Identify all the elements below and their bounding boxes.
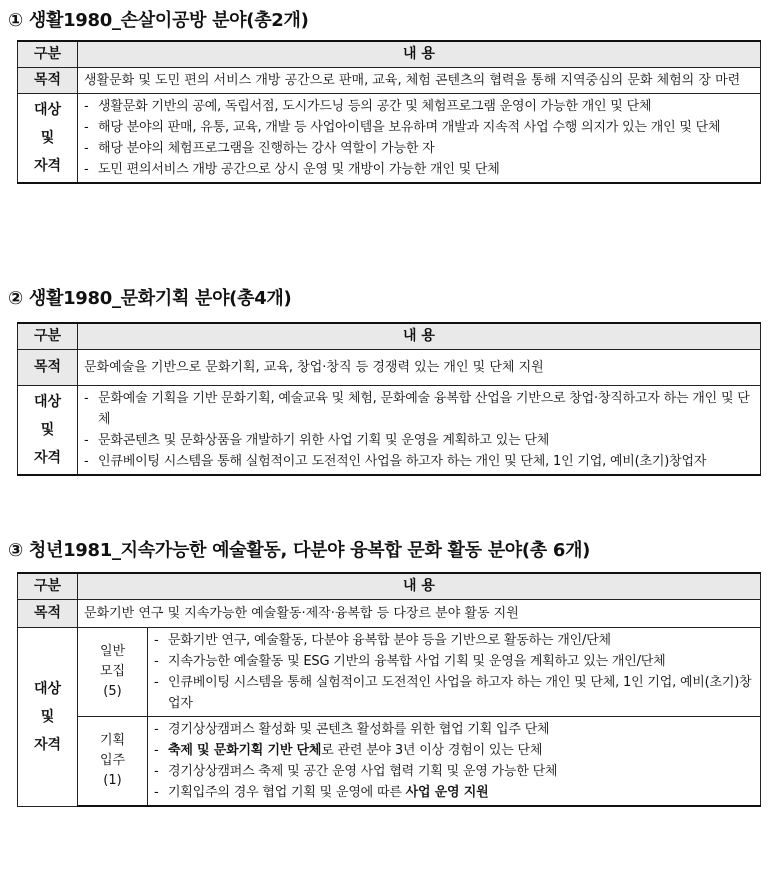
section2-header-row (18, 323, 761, 350)
list-item-text: 인큐베이팅 시스템을 통해 실험적이고 도전적인 사업을 하고자 하는 개인 및 단체, 1인 기업, 예비(초기)창업자 (98, 454, 707, 469)
list-item-text: 문화예술 기획을 기반 문화기획, 예술교육 및 체험, 문화예술 융복합 산업을 기반으로 창업·창직하고자 하는 개인 및 단체 (98, 391, 750, 427)
list-item (154, 651, 754, 672)
list-item-text: 지속가능한 예술활동 및 ESG 기반의 융복합 사업 기획 및 운영을 계획하고 있는 개인/단체 (168, 654, 666, 669)
list-item (84, 451, 754, 472)
section1-table (17, 40, 761, 184)
section1-header-row (18, 41, 761, 68)
section1-target-label (18, 94, 78, 184)
dash-marker: - (154, 785, 159, 800)
section2-target-row (18, 386, 761, 476)
label-line: 모집 (99, 664, 126, 679)
section2-purpose-label: 목적 (18, 350, 78, 386)
section3-purpose-label: 목적 (18, 600, 78, 628)
section2-purpose-text: 문화예술을 기반으로 문화기획, 교육, 창업·창직 등 경쟁력 있는 개인 및 단체 지원 (78, 350, 761, 386)
section2-header-category: 구분 (18, 323, 78, 350)
label-line: 자격 (33, 450, 62, 466)
section3-target-label (18, 628, 78, 807)
list-item (154, 630, 754, 651)
dash-marker: - (154, 743, 159, 758)
list-item-text: 경기상상캠퍼스 활성화 및 콘텐츠 활성화를 위한 협업 기획 입주 단체 (168, 722, 550, 737)
dash-marker: - (154, 722, 159, 737)
section3-planning-label (78, 717, 148, 807)
label-line: 및 (40, 708, 55, 725)
list-item-text: 도민 편의서비스 개방 공간으로 상시 운영 및 개방이 가능한 개인 및 단체 (98, 162, 500, 177)
section1-purpose-label: 목적 (18, 68, 78, 94)
section2-table (17, 322, 761, 476)
dash-marker: - (84, 141, 89, 156)
dash-marker: - (84, 454, 89, 469)
section3-general-list (148, 628, 761, 717)
list-item-text: 문화기반 연구, 예술활동, 다분야 융복합 분야 등을 기반으로 활동하는 개인/단체 (168, 633, 611, 648)
list-item (84, 96, 754, 117)
dash-marker: - (84, 433, 89, 448)
list-item (84, 117, 754, 138)
section2-title: ② 생활1980_문화기획 분야(총4개) (8, 288, 292, 309)
label-line: (1) (103, 773, 122, 788)
section3-planning-row (18, 717, 761, 807)
list-item-text: 로 관련 분야 3년 이상 경험이 있는 단체 (321, 743, 543, 758)
list-item-bold-text: 사업 운영 지원 (405, 785, 489, 800)
list-item (84, 138, 754, 159)
list-item (154, 761, 754, 782)
dash-marker: - (84, 391, 89, 406)
section3-table (17, 572, 761, 807)
list-item-text: 생활문화 기반의 공예, 독립서점, 도시가드닝 등의 공간 및 체험프로그램 운영이 가능한 개인 및 단체 (98, 99, 652, 114)
section3-general-row (18, 628, 761, 717)
section1-header-content: 내 용 (78, 41, 761, 68)
label-line: 일반 (99, 644, 126, 659)
label-line: (5) (103, 684, 122, 699)
list-item-text: 해당 분야의 판매, 유통, 교육, 개발 등 사업아이템을 보유하며 개발과 지속적 사업 수행 의지가 있는 개인 및 단체 (98, 120, 721, 135)
dash-marker: - (84, 99, 89, 114)
section1-target-row (18, 94, 761, 184)
label-line: 대상 (33, 394, 62, 410)
list-item (154, 740, 754, 761)
section3-header-row (18, 573, 761, 600)
label-line: 대상 (33, 102, 62, 118)
list-item-text: 인큐베이팅 시스템을 통해 실험적이고 도전적인 사업을 하고자 하는 개인 및 단체, 1인 기업, 예비(초기)창업자 (168, 675, 752, 711)
list-item-text: 기획입주의 경우 협업 기획 및 운영에 따른 (168, 785, 406, 800)
dash-marker: - (84, 120, 89, 135)
list-item (154, 719, 754, 740)
section3-general-label (78, 628, 148, 717)
list-item (154, 782, 754, 803)
list-item-bold-text: 축제 및 문화기획 기반 단체 (168, 743, 322, 758)
section3-purpose-row (18, 600, 761, 628)
section3-header-category: 구분 (18, 573, 78, 600)
list-item-text: 경기상상캠퍼스 축제 및 공간 운영 사업 협력 기획 및 운영 가능한 단체 (168, 764, 558, 779)
list-item-text: 문화콘텐츠 및 문화상품을 개발하기 위한 사업 기획 및 운영을 계획하고 있는 단체 (98, 433, 550, 448)
list-item (154, 672, 754, 714)
label-line: 대상 (33, 680, 62, 697)
section3-purpose-text: 문화기반 연구 및 지속가능한 예술활동·제작·융복합 등 다장르 분야 활동 지원 (78, 600, 761, 628)
dash-marker: - (154, 654, 159, 669)
section2-purpose-row (18, 350, 761, 386)
label-line: 자격 (33, 158, 62, 174)
list-item (84, 388, 754, 430)
label-line: 및 (40, 130, 55, 146)
dash-marker: - (154, 675, 159, 690)
section3-header-content: 내 용 (78, 573, 761, 600)
list-item-text: 해당 분야의 체험프로그램을 진행하는 강사 역할이 가능한 자 (98, 141, 435, 156)
dash-marker: - (154, 633, 159, 648)
section3-planning-list (148, 717, 761, 807)
label-line: 입주 (99, 753, 126, 768)
section1-target-list (78, 94, 761, 184)
section2-target-label (18, 386, 78, 476)
section2-header-content: 내 용 (78, 323, 761, 350)
section2-target-list (78, 386, 761, 476)
label-line: 자격 (33, 736, 62, 753)
label-line: 기획 (99, 733, 126, 748)
section1-purpose-text: 생활문화 및 도민 편의 서비스 개방 공간으로 판매, 교육, 체험 콘텐츠의 협력을 통해 지역중심의 문화 체험의 장 마련 (78, 68, 761, 94)
dash-marker: - (154, 764, 159, 779)
section3-title: ③ 청년1981_지속가능한 예술활동, 다분야 융복합 문화 활동 분야(총 6개) (8, 540, 591, 561)
section1-title: ① 생활1980_손살이공방 분야(총2개) (8, 10, 309, 31)
list-item (84, 159, 754, 180)
list-item (84, 430, 754, 451)
dash-marker: - (84, 162, 89, 177)
section1-header-category: 구분 (18, 41, 78, 68)
label-line: 및 (40, 422, 55, 438)
section1-purpose-row (18, 68, 761, 94)
